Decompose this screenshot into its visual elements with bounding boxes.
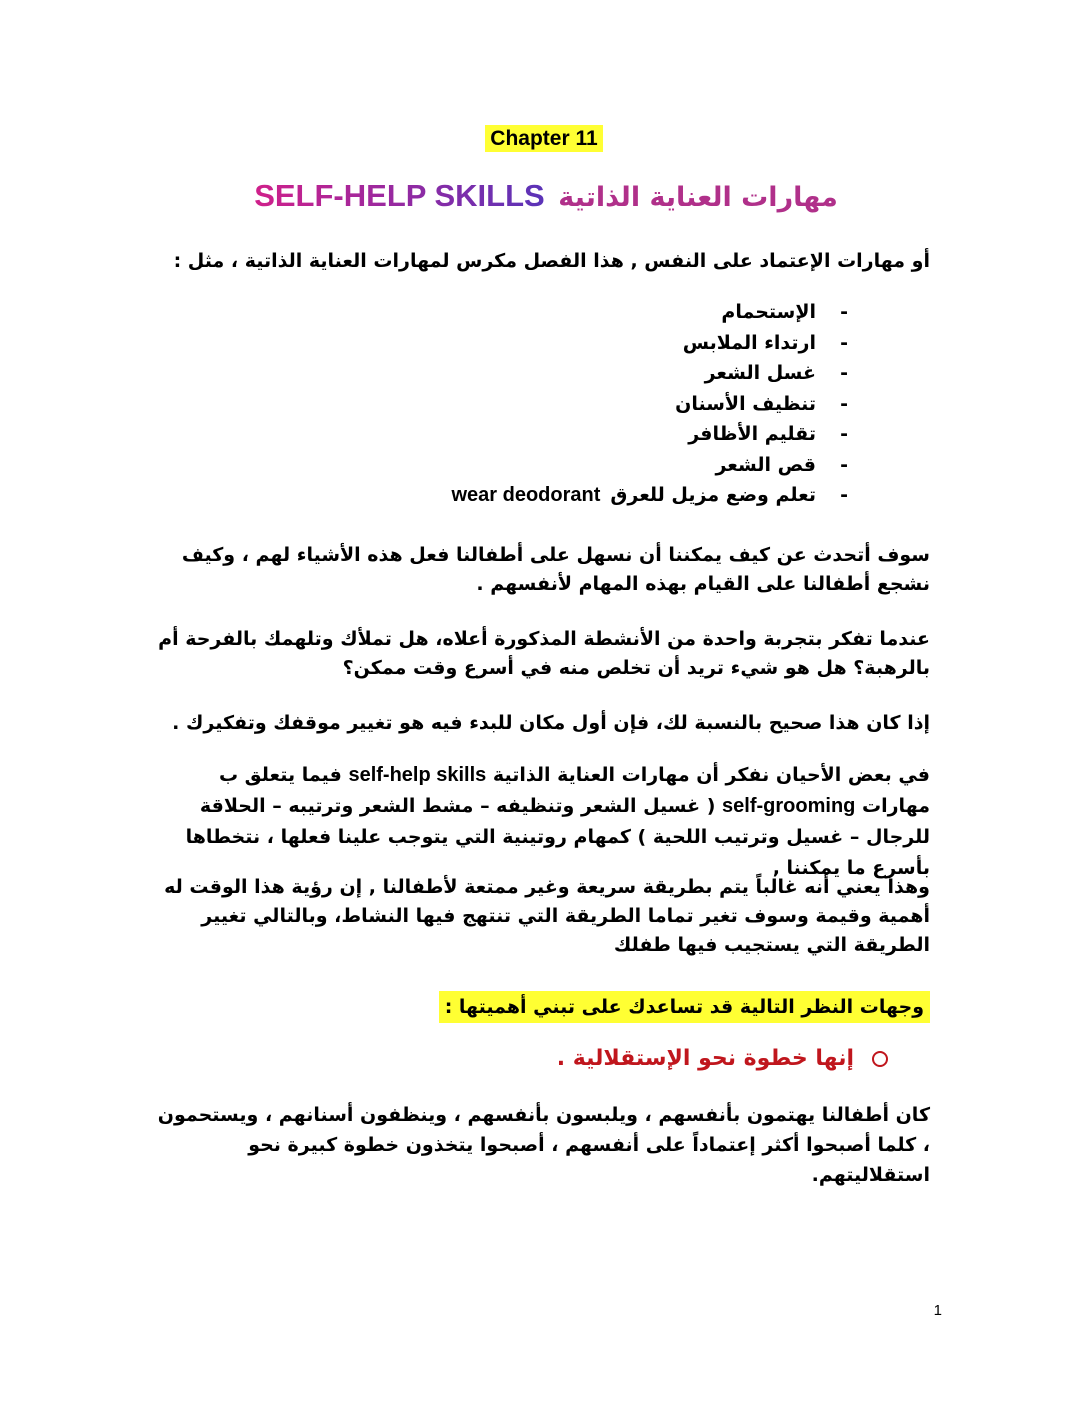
list-item: - ارتداء الملابس bbox=[248, 328, 848, 359]
circle-bullet-icon bbox=[872, 1051, 888, 1067]
list-item: - تعلم وضع مزيل للعرقwear deodorant bbox=[248, 480, 848, 511]
english-term: self-grooming bbox=[722, 795, 856, 817]
title-arabic: مهارات العناية الذاتية bbox=[558, 182, 838, 213]
paragraph: إذا كان هذا صحيح بالنسبة لك، فإن أول مكان للبدء فيه هو تغيير موقفك وتفكيرك . bbox=[172, 712, 930, 734]
page-title bbox=[240, 178, 852, 222]
list-item: - قص الشعر bbox=[248, 450, 848, 481]
intro-paragraph: أو مهارات الإعتماد على النفس , هذا الفصل مكرس لمهارات العناية الذاتية ، مثل : bbox=[173, 250, 930, 272]
list-item: - الإستحمام bbox=[248, 297, 848, 328]
english-term: self-help skills bbox=[348, 764, 487, 786]
list-dash: - bbox=[840, 362, 848, 384]
list-item-english: wear deodorant bbox=[451, 484, 601, 506]
list-item: - تنظيف الأسنان bbox=[248, 389, 848, 420]
bullet-heading: إنها خطوة نحو الإستقلالية . bbox=[557, 1041, 888, 1077]
list-dash: - bbox=[840, 392, 848, 415]
paragraph: كان أطفالنا يهتمون بأنفسهم ، ويلبسون بأنفسهم ، وينظفون أسنانهم ، ويستحمون ، كلما أصبحوا أكثر إعتماداً على أنفسهم ، أصبحوا يتخذون خطوة كبيرة نحو استقلاليتهم. bbox=[157, 1104, 930, 1186]
list-item: - غسل الشعر bbox=[248, 358, 848, 389]
paragraph: عندما تفكر بتجربة واحدة من الأنشطة المذكورة أعلاه، هل تملأك وتلهمك بالفرحة أم بالرهبة؟ هل هو شيء تريد أن تخلص منه في أسرع وقت ممكن؟ bbox=[158, 628, 930, 679]
list-dash: - bbox=[840, 484, 848, 506]
paragraph: في بعض الأحيان نفكر أن مهارات العناية الذاتية self-help skills فيما يتعلق ب مهارات self-grooming ( غسيل الشعر وتنظيفه – مشط الشعر وترتيبه – الحلاقة للرجال – غسيل وترتيب اللحية ) كمهام روتينية التي يتوجب علينا فعلها ، نتخطاها بأسرع ما يمكننا , bbox=[185, 764, 930, 879]
title-english: SELF-HELP SKILLS bbox=[254, 178, 545, 213]
list-dash: - bbox=[840, 331, 848, 354]
page-number: 1 bbox=[933, 1302, 942, 1319]
chapter-heading bbox=[0, 127, 1088, 151]
list-item: - تقليم الأظافر bbox=[248, 419, 848, 450]
chapter-label: Chapter 11 bbox=[485, 125, 602, 152]
list-dash: - bbox=[840, 423, 848, 445]
highlighted-line: وجهات النظر التالية قد تساعدك على تبني أهميتها : bbox=[439, 991, 930, 1023]
list-dash: - bbox=[840, 301, 848, 323]
skills-list bbox=[248, 297, 848, 511]
paragraph: سوف أتحدث عن كيف يمكننا أن نسهل على أطفالنا فعل هذه الأشياء لهم ، وكيف نشجع أطفالنا على القيام بهذه المهام لأنفسهم . bbox=[181, 544, 930, 595]
list-dash: - bbox=[840, 453, 848, 476]
paragraph: وهذا يعني أنه غالباً يتم بطريقة سريعة وغير ممتعة لأطفالنا , إن رؤية هذا الوقت له أهمية وقيمة وسوف تغير تماما الطريقة التي تنتهج فيها النشاط، وبالتالي تغيير الطريقة التي يستجيب فيها طفلك bbox=[164, 876, 930, 956]
